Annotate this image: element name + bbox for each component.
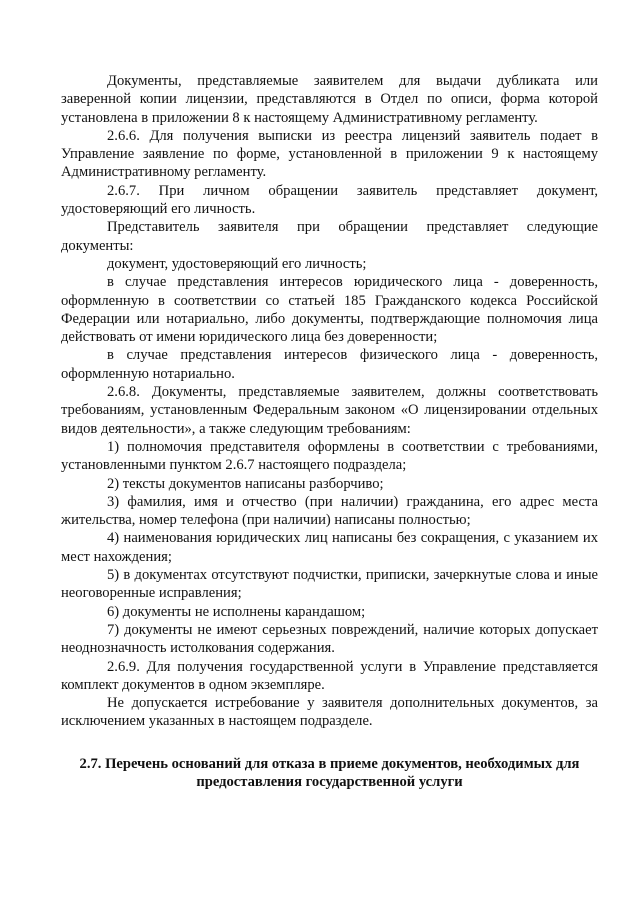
paragraph-no-extra-documents: Не допускается истребование у заявителя дополнительных документов, за исключением указанных в настоящем подразделе. [61,695,598,730]
paragraph-2-6-8: 2.6.8. Документы, представляемые заявителем, должны соответствовать требованиям, установленным Федеральным законом «О лицензировании отдельных видов деятельности», а также следующим требованиям: [61,384,598,437]
requirement-item-2: 2) тексты документов написаны разборчиво; [107,475,384,492]
paragraph-identity-document: документ, удостоверяющий его личность; [107,255,367,272]
paragraph-2-6-9: 2.6.9. Для получения государственной услуги в Управление представляется комплект документов в одном экземпляре. [61,658,598,693]
requirement-item-5: 5) в документах отсутствуют подчистки, приписки, зачеркнутые слова и иные неоговоренные исправления; [61,567,598,602]
section-heading-2-7: 2.7. Перечень оснований для отказа в приеме документов, необходимых для предоставления государственной услуги [79,755,580,790]
document-page [61,72,598,791]
paragraph-2-6-6: 2.6.6. Для получения выписки из реестра лицензий заявитель подает в Управление заявление по форме, установленной в приложении 9 к настоящему Административному регламенту. [61,127,598,181]
paragraph-individual: в случае представления интересов физического лица - доверенность, оформленную нотариально. [61,347,598,382]
requirement-item-3: 3) фамилия, имя и отчество (при наличии) гражданина, его адрес места жительства, номер телефона (при наличии) написаны полностью; [61,493,598,529]
paragraph-legal-entity: в случае представления интересов юридического лица - доверенность, оформленную в соответствии со статьей 185 Гражданского кодекса Российской Федерации или нотариально, либо документы, подтверждающие полномочия лица действовать от имени юридического лица без доверенности; [61,274,598,346]
paragraph-2-6-7: 2.6.7. При личном обращении заявитель представляет документ, удостоверяющий его личность. [61,182,598,218]
requirement-item-4: 4) наименования юридических лиц написаны без сокращения, с указанием их мест нахождения; [61,530,598,565]
requirement-item-6: 6) документы не исполнены карандашом; [107,603,366,620]
paragraph-representative: Представитель заявителя при обращении представляет следующие документы: [61,219,598,254]
paragraph-duplicate-license: Документы, представляемые заявителем для выдачи дубликата или заверенной копии лицензии, представляются в Отдел по описи, форма которой установлена в приложении 8 к настоящему Административному регламенту. [61,73,598,126]
requirement-item-1: 1) полномочия представителя оформлены в соответствии с требованиями, установленными пунктом 2.6.7 настоящего подраздела; [61,438,598,474]
requirement-item-7: 7) документы не имеют серьезных повреждений, наличие которых допускает неоднозначность истолкования содержания. [61,621,598,657]
